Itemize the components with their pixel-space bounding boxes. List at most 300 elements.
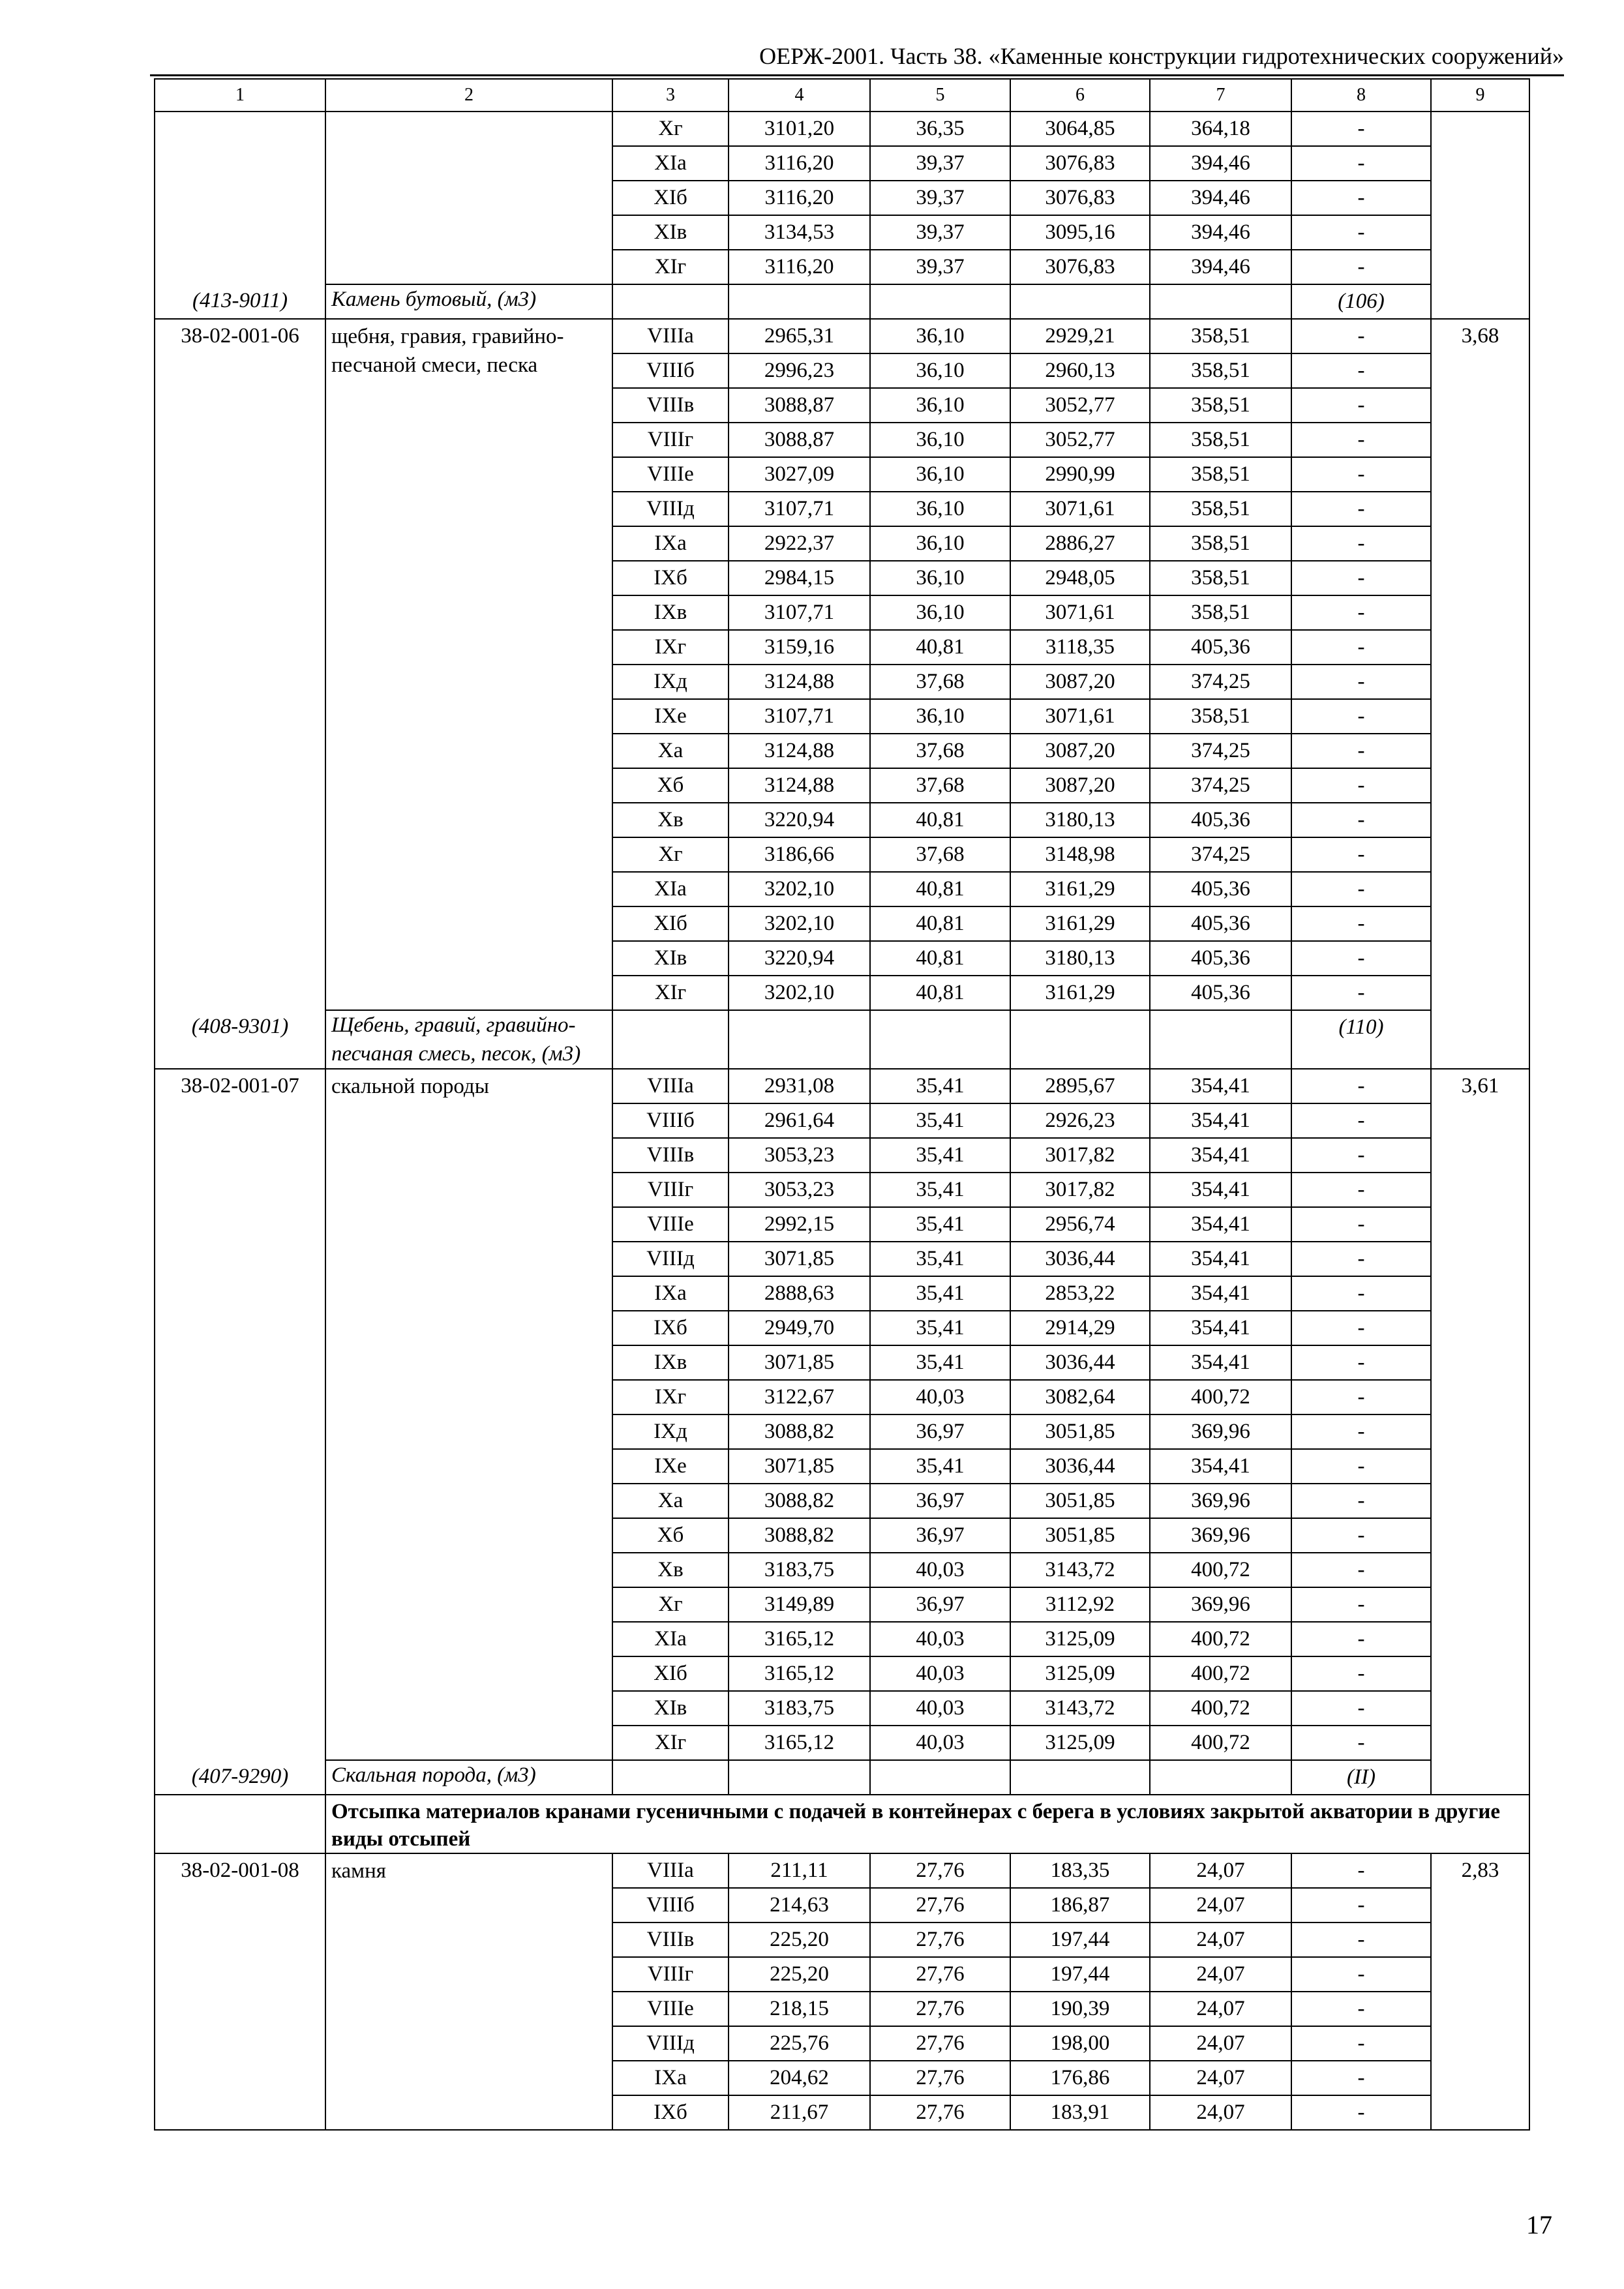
total-cost-cell: 3116,20 bbox=[729, 250, 870, 284]
zone-cell: VIIIе bbox=[612, 1992, 729, 2026]
materials-cell: - bbox=[1291, 1518, 1431, 1553]
materials-cell: - bbox=[1291, 561, 1431, 595]
table-row bbox=[155, 319, 1529, 353]
zone-cell: Xа bbox=[612, 1484, 729, 1518]
wages-cell: 40,03 bbox=[870, 1726, 1010, 1760]
empty-cell bbox=[1010, 284, 1150, 319]
empty-cell bbox=[1150, 1010, 1291, 1069]
materials-cell: - bbox=[1291, 526, 1431, 561]
zone-cell: VIIIа bbox=[612, 319, 729, 353]
machines-cell: 3071,61 bbox=[1010, 595, 1150, 630]
machines-cell: 3148,98 bbox=[1010, 837, 1150, 872]
materials-cell: - bbox=[1291, 2061, 1431, 2095]
machines-cell: 3125,09 bbox=[1010, 1726, 1150, 1760]
materials-cell: - bbox=[1291, 1345, 1431, 1380]
total-cost-cell: 3053,23 bbox=[729, 1173, 870, 1207]
materials-cell: - bbox=[1291, 1888, 1431, 1922]
machines-cell: 197,44 bbox=[1010, 1922, 1150, 1957]
rate-name-cell bbox=[325, 1069, 612, 1760]
driver-wages-cell: 374,25 bbox=[1150, 768, 1291, 803]
materials-cell: - bbox=[1291, 630, 1431, 665]
resource-code: (413-9011) bbox=[192, 289, 288, 312]
machines-cell: 3095,16 bbox=[1010, 215, 1150, 250]
driver-wages-cell: 24,07 bbox=[1150, 1957, 1291, 1992]
rate-name: скальной породы bbox=[331, 1075, 489, 1098]
machines-cell: 176,86 bbox=[1010, 2061, 1150, 2095]
wages-cell: 36,10 bbox=[870, 457, 1010, 492]
materials-cell: - bbox=[1291, 976, 1431, 1010]
empty-cell bbox=[870, 1760, 1010, 1795]
total-cost-cell: 3159,16 bbox=[729, 630, 870, 665]
total-cost-cell: 3186,66 bbox=[729, 837, 870, 872]
total-cost-cell: 211,67 bbox=[729, 2095, 870, 2130]
zone-cell: IXб bbox=[612, 1311, 729, 1345]
wages-cell: 40,81 bbox=[870, 630, 1010, 665]
wages-cell: 40,81 bbox=[870, 976, 1010, 1010]
wages-cell: 40,03 bbox=[870, 1691, 1010, 1726]
labor-cell: 3,61 bbox=[1431, 1069, 1529, 1795]
wages-cell: 40,03 bbox=[870, 1622, 1010, 1656]
wages-cell: 39,37 bbox=[870, 215, 1010, 250]
total-cost-cell: 3134,53 bbox=[729, 215, 870, 250]
wages-cell: 37,68 bbox=[870, 734, 1010, 768]
page-header bbox=[150, 38, 1564, 76]
total-cost-cell: 218,15 bbox=[729, 1992, 870, 2026]
driver-wages-cell: 369,96 bbox=[1150, 1587, 1291, 1622]
materials-cell: - bbox=[1291, 1103, 1431, 1138]
total-cost-cell: 2965,31 bbox=[729, 319, 870, 353]
driver-wages-cell: 369,96 bbox=[1150, 1518, 1291, 1553]
driver-wages-cell: 400,72 bbox=[1150, 1656, 1291, 1691]
wages-cell: 27,76 bbox=[870, 2026, 1010, 2061]
materials-cell: - bbox=[1291, 665, 1431, 699]
driver-wages-cell: 24,07 bbox=[1150, 2061, 1291, 2095]
driver-wages-cell: 24,07 bbox=[1150, 2095, 1291, 2130]
machines-cell: 2929,21 bbox=[1010, 319, 1150, 353]
materials-cell: - bbox=[1291, 492, 1431, 526]
driver-wages-cell: 405,36 bbox=[1150, 872, 1291, 906]
driver-wages-cell: 400,72 bbox=[1150, 1726, 1291, 1760]
total-cost-cell: 2984,15 bbox=[729, 561, 870, 595]
zone-cell: VIIIб bbox=[612, 1103, 729, 1138]
zone-cell: VIIIд bbox=[612, 1242, 729, 1276]
rate-code-cell bbox=[155, 112, 325, 319]
driver-wages-cell: 374,25 bbox=[1150, 837, 1291, 872]
zone-cell: VIIIа bbox=[612, 1069, 729, 1103]
driver-wages-cell: 400,72 bbox=[1150, 1553, 1291, 1587]
machines-cell: 2886,27 bbox=[1010, 526, 1150, 561]
driver-wages-cell: 394,46 bbox=[1150, 215, 1291, 250]
materials-cell: - bbox=[1291, 941, 1431, 976]
empty-cell bbox=[1010, 1760, 1150, 1795]
total-cost-cell: 2996,23 bbox=[729, 353, 870, 388]
wages-cell: 40,03 bbox=[870, 1380, 1010, 1414]
wages-cell: 40,03 bbox=[870, 1553, 1010, 1587]
machines-cell: 2948,05 bbox=[1010, 561, 1150, 595]
resource-footer-row bbox=[155, 1760, 1529, 1795]
column-header: 4 bbox=[729, 79, 870, 112]
materials-cell: - bbox=[1291, 872, 1431, 906]
machines-cell: 3180,13 bbox=[1010, 803, 1150, 837]
materials-cell: - bbox=[1291, 353, 1431, 388]
machines-cell: 3052,77 bbox=[1010, 388, 1150, 423]
materials-cell: - bbox=[1291, 1484, 1431, 1518]
driver-wages-cell: 354,41 bbox=[1150, 1173, 1291, 1207]
table-row bbox=[155, 1069, 1529, 1103]
machines-cell: 198,00 bbox=[1010, 2026, 1150, 2061]
total-cost-cell: 3053,23 bbox=[729, 1138, 870, 1173]
materials-cell: - bbox=[1291, 837, 1431, 872]
total-cost-cell: 2949,70 bbox=[729, 1311, 870, 1345]
materials-cell: - bbox=[1291, 1207, 1431, 1242]
resource-name: Скальная порода, (м3) bbox=[331, 1763, 536, 1787]
empty-cell bbox=[1010, 1010, 1150, 1069]
machines-cell: 3180,13 bbox=[1010, 941, 1150, 976]
driver-wages-cell: 400,72 bbox=[1150, 1622, 1291, 1656]
machines-cell: 2853,22 bbox=[1010, 1276, 1150, 1311]
materials-cell: - bbox=[1291, 1992, 1431, 2026]
zone-cell: VIIIв bbox=[612, 1922, 729, 1957]
labor-cell bbox=[1431, 112, 1529, 319]
column-header: 7 bbox=[1150, 79, 1291, 112]
materials-cell: - bbox=[1291, 699, 1431, 734]
column-number-row bbox=[155, 79, 1529, 112]
wages-cell: 36,10 bbox=[870, 319, 1010, 353]
wages-cell: 36,10 bbox=[870, 595, 1010, 630]
resource-footer-row bbox=[155, 284, 1529, 319]
machines-cell: 3071,61 bbox=[1010, 492, 1150, 526]
zone-cell: IXд bbox=[612, 1414, 729, 1449]
wages-cell: 40,81 bbox=[870, 872, 1010, 906]
total-cost-cell: 3183,75 bbox=[729, 1553, 870, 1587]
machines-cell: 2956,74 bbox=[1010, 1207, 1150, 1242]
machines-cell: 3017,82 bbox=[1010, 1173, 1150, 1207]
materials-cell: - bbox=[1291, 1853, 1431, 1888]
materials-cell: - bbox=[1291, 1553, 1431, 1587]
wages-cell: 40,81 bbox=[870, 941, 1010, 976]
total-cost-cell: 3088,82 bbox=[729, 1414, 870, 1449]
wages-cell: 27,76 bbox=[870, 1957, 1010, 1992]
machines-cell: 3064,85 bbox=[1010, 112, 1150, 146]
wages-cell: 37,68 bbox=[870, 768, 1010, 803]
zone-cell: XIг bbox=[612, 1726, 729, 1760]
wages-cell: 36,10 bbox=[870, 353, 1010, 388]
total-cost-cell: 2961,64 bbox=[729, 1103, 870, 1138]
materials-cell: - bbox=[1291, 250, 1431, 284]
materials-cell: - bbox=[1291, 1311, 1431, 1345]
zone-cell: VIIIг bbox=[612, 423, 729, 457]
machines-cell: 3051,85 bbox=[1010, 1518, 1150, 1553]
machines-cell: 2914,29 bbox=[1010, 1311, 1150, 1345]
zone-cell: XIг bbox=[612, 250, 729, 284]
column-header: 9 bbox=[1431, 79, 1529, 112]
driver-wages-cell: 358,51 bbox=[1150, 492, 1291, 526]
zone-cell: Xв bbox=[612, 803, 729, 837]
materials-cell: - bbox=[1291, 2026, 1431, 2061]
wages-cell: 40,03 bbox=[870, 1656, 1010, 1691]
wages-cell: 36,97 bbox=[870, 1587, 1010, 1622]
wages-cell: 40,81 bbox=[870, 906, 1010, 941]
wages-cell: 36,10 bbox=[870, 561, 1010, 595]
zone-cell: Xв bbox=[612, 1553, 729, 1587]
zone-cell: IXе bbox=[612, 1449, 729, 1484]
wages-cell: 27,76 bbox=[870, 1853, 1010, 1888]
total-cost-cell: 3071,85 bbox=[729, 1449, 870, 1484]
total-cost-cell: 3116,20 bbox=[729, 146, 870, 181]
rate-code-cell bbox=[155, 319, 325, 1069]
empty-cell bbox=[729, 1760, 870, 1795]
resource-code: (408-9301) bbox=[191, 1015, 289, 1038]
zone-cell: IXг bbox=[612, 1380, 729, 1414]
driver-wages-cell: 354,41 bbox=[1150, 1103, 1291, 1138]
wages-cell: 40,81 bbox=[870, 803, 1010, 837]
machines-cell: 3125,09 bbox=[1010, 1622, 1150, 1656]
zone-cell: Xг bbox=[612, 1587, 729, 1622]
total-cost-cell: 3183,75 bbox=[729, 1691, 870, 1726]
resource-quantity-cell: (106) bbox=[1291, 284, 1431, 319]
materials-cell: - bbox=[1291, 181, 1431, 215]
wages-cell: 35,41 bbox=[870, 1311, 1010, 1345]
machines-cell: 197,44 bbox=[1010, 1957, 1150, 1992]
total-cost-cell: 211,11 bbox=[729, 1853, 870, 1888]
zone-cell: XIб bbox=[612, 1656, 729, 1691]
zone-cell: IXв bbox=[612, 595, 729, 630]
table-row bbox=[155, 1853, 1529, 1888]
resource-name-cell bbox=[325, 1010, 612, 1069]
wages-cell: 36,10 bbox=[870, 423, 1010, 457]
materials-cell: - bbox=[1291, 595, 1431, 630]
resource-name-cell bbox=[325, 1760, 612, 1795]
zone-cell: VIIIб bbox=[612, 1888, 729, 1922]
total-cost-cell: 3165,12 bbox=[729, 1656, 870, 1691]
wages-cell: 27,76 bbox=[870, 1922, 1010, 1957]
machines-cell: 3036,44 bbox=[1010, 1242, 1150, 1276]
machines-cell: 3161,29 bbox=[1010, 906, 1150, 941]
materials-cell: - bbox=[1291, 457, 1431, 492]
total-cost-cell: 3202,10 bbox=[729, 872, 870, 906]
driver-wages-cell: 358,51 bbox=[1150, 388, 1291, 423]
driver-wages-cell: 405,36 bbox=[1150, 630, 1291, 665]
wages-cell: 35,41 bbox=[870, 1103, 1010, 1138]
zone-cell: VIIIг bbox=[612, 1173, 729, 1207]
materials-cell: - bbox=[1291, 734, 1431, 768]
rate-code: 38-02-001-06 bbox=[181, 324, 299, 348]
total-cost-cell: 3088,87 bbox=[729, 388, 870, 423]
driver-wages-cell: 394,46 bbox=[1150, 181, 1291, 215]
materials-cell: - bbox=[1291, 1449, 1431, 1484]
driver-wages-cell: 354,41 bbox=[1150, 1311, 1291, 1345]
materials-cell: - bbox=[1291, 1242, 1431, 1276]
wages-cell: 27,76 bbox=[870, 1888, 1010, 1922]
zone-cell: XIб bbox=[612, 181, 729, 215]
driver-wages-cell: 400,72 bbox=[1150, 1380, 1291, 1414]
driver-wages-cell: 354,41 bbox=[1150, 1242, 1291, 1276]
machines-cell: 3071,61 bbox=[1010, 699, 1150, 734]
empty-cell bbox=[729, 284, 870, 319]
total-cost-cell: 3088,82 bbox=[729, 1518, 870, 1553]
zone-cell: IXв bbox=[612, 1345, 729, 1380]
wages-cell: 37,68 bbox=[870, 837, 1010, 872]
column-header: 1 bbox=[155, 79, 325, 112]
zone-cell: XIв bbox=[612, 941, 729, 976]
total-cost-cell: 3027,09 bbox=[729, 457, 870, 492]
total-cost-cell: 225,20 bbox=[729, 1957, 870, 1992]
machines-cell: 2926,23 bbox=[1010, 1103, 1150, 1138]
materials-cell: - bbox=[1291, 1138, 1431, 1173]
driver-wages-cell: 374,25 bbox=[1150, 734, 1291, 768]
machines-cell: 3036,44 bbox=[1010, 1345, 1150, 1380]
rate-code-cell bbox=[155, 1853, 325, 2130]
empty-cell bbox=[1150, 1760, 1291, 1795]
total-cost-cell: 3149,89 bbox=[729, 1587, 870, 1622]
wages-cell: 37,68 bbox=[870, 665, 1010, 699]
machines-cell: 2895,67 bbox=[1010, 1069, 1150, 1103]
machines-cell: 186,87 bbox=[1010, 1888, 1150, 1922]
total-cost-cell: 3122,67 bbox=[729, 1380, 870, 1414]
wages-cell: 35,41 bbox=[870, 1069, 1010, 1103]
machines-cell: 3082,64 bbox=[1010, 1380, 1150, 1414]
materials-cell: - bbox=[1291, 1656, 1431, 1691]
column-header: 6 bbox=[1010, 79, 1150, 112]
materials-cell: - bbox=[1291, 1173, 1431, 1207]
zone-cell: VIIIг bbox=[612, 1957, 729, 1992]
materials-cell: - bbox=[1291, 319, 1431, 353]
resource-quantity-cell: (110) bbox=[1291, 1010, 1431, 1069]
materials-cell: - bbox=[1291, 1380, 1431, 1414]
zone-cell: Xб bbox=[612, 768, 729, 803]
zone-cell: VIIIе bbox=[612, 457, 729, 492]
rate-name-cell bbox=[325, 1853, 612, 2130]
column-header: 8 bbox=[1291, 79, 1431, 112]
total-cost-cell: 225,20 bbox=[729, 1922, 870, 1957]
wages-cell: 27,76 bbox=[870, 1992, 1010, 2026]
wages-cell: 36,10 bbox=[870, 699, 1010, 734]
materials-cell: - bbox=[1291, 1622, 1431, 1656]
zone-cell: XIа bbox=[612, 1622, 729, 1656]
empty-cell bbox=[612, 1760, 729, 1795]
empty-cell bbox=[729, 1010, 870, 1069]
driver-wages-cell: 24,07 bbox=[1150, 1888, 1291, 1922]
empty-cell bbox=[870, 1010, 1010, 1069]
machines-cell: 3118,35 bbox=[1010, 630, 1150, 665]
materials-cell: - bbox=[1291, 1276, 1431, 1311]
driver-wages-cell: 24,07 bbox=[1150, 1992, 1291, 2026]
table-row bbox=[155, 112, 1529, 146]
driver-wages-cell: 405,36 bbox=[1150, 803, 1291, 837]
zone-cell: IXб bbox=[612, 2095, 729, 2130]
wages-cell: 35,41 bbox=[870, 1242, 1010, 1276]
machines-cell: 183,91 bbox=[1010, 2095, 1150, 2130]
zone-cell: IXд bbox=[612, 665, 729, 699]
materials-cell: - bbox=[1291, 388, 1431, 423]
driver-wages-cell: 369,96 bbox=[1150, 1484, 1291, 1518]
total-cost-cell: 3107,71 bbox=[729, 595, 870, 630]
driver-wages-cell: 400,72 bbox=[1150, 1691, 1291, 1726]
machines-cell: 3143,72 bbox=[1010, 1553, 1150, 1587]
zone-cell: IXг bbox=[612, 630, 729, 665]
wages-cell: 39,37 bbox=[870, 181, 1010, 215]
zone-cell: XIа bbox=[612, 146, 729, 181]
total-cost-cell: 3165,12 bbox=[729, 1622, 870, 1656]
materials-cell: - bbox=[1291, 906, 1431, 941]
zone-cell: VIIIа bbox=[612, 1853, 729, 1888]
driver-wages-cell: 358,51 bbox=[1150, 457, 1291, 492]
materials-cell: - bbox=[1291, 1069, 1431, 1103]
materials-cell: - bbox=[1291, 215, 1431, 250]
rate-code: 38-02-001-08 bbox=[181, 1859, 299, 1882]
zone-cell: VIIIд bbox=[612, 2026, 729, 2061]
total-cost-cell: 3107,71 bbox=[729, 492, 870, 526]
zone-cell: IXа bbox=[612, 2061, 729, 2095]
wages-cell: 39,37 bbox=[870, 146, 1010, 181]
total-cost-cell: 225,76 bbox=[729, 2026, 870, 2061]
zone-cell: XIб bbox=[612, 906, 729, 941]
total-cost-cell: 3116,20 bbox=[729, 181, 870, 215]
machines-cell: 3112,92 bbox=[1010, 1587, 1150, 1622]
rate-code: 38-02-001-07 bbox=[181, 1074, 299, 1098]
machines-cell: 3051,85 bbox=[1010, 1414, 1150, 1449]
zone-cell: VIIIе bbox=[612, 1207, 729, 1242]
driver-wages-cell: 358,51 bbox=[1150, 319, 1291, 353]
wages-cell: 36,97 bbox=[870, 1484, 1010, 1518]
total-cost-cell: 3107,71 bbox=[729, 699, 870, 734]
section-title: Отсыпка материалов кранами гусеничными с подачей в контейнерах с берега в условиях закрытой акватории в другие виды отсыпей bbox=[325, 1795, 1529, 1853]
machines-cell: 3087,20 bbox=[1010, 734, 1150, 768]
rates-table-container bbox=[154, 78, 1529, 2131]
resource-name-cell bbox=[325, 284, 612, 319]
wages-cell: 36,10 bbox=[870, 526, 1010, 561]
rate-code-cell bbox=[155, 1069, 325, 1795]
empty-cell bbox=[1150, 284, 1291, 319]
wages-cell: 39,37 bbox=[870, 250, 1010, 284]
wages-cell: 35,41 bbox=[870, 1173, 1010, 1207]
resource-code: (407-9290) bbox=[191, 1765, 289, 1788]
column-header: 3 bbox=[612, 79, 729, 112]
total-cost-cell: 214,63 bbox=[729, 1888, 870, 1922]
total-cost-cell: 3220,94 bbox=[729, 803, 870, 837]
resource-quantity-cell: (II) bbox=[1291, 1760, 1431, 1795]
driver-wages-cell: 405,36 bbox=[1150, 976, 1291, 1010]
wages-cell: 35,41 bbox=[870, 1138, 1010, 1173]
rate-name: щебня, гравия, гравийно-песчаной смеси, песка bbox=[331, 325, 564, 377]
driver-wages-cell: 374,25 bbox=[1150, 665, 1291, 699]
rate-name: камня bbox=[331, 1859, 386, 1883]
total-cost-cell: 3101,20 bbox=[729, 112, 870, 146]
driver-wages-cell: 24,07 bbox=[1150, 2026, 1291, 2061]
zone-cell: VIIIд bbox=[612, 492, 729, 526]
materials-cell: - bbox=[1291, 768, 1431, 803]
materials-cell: - bbox=[1291, 1922, 1431, 1957]
zone-cell: XIв bbox=[612, 215, 729, 250]
driver-wages-cell: 354,41 bbox=[1150, 1138, 1291, 1173]
total-cost-cell: 3071,85 bbox=[729, 1242, 870, 1276]
zone-cell: XIв bbox=[612, 1691, 729, 1726]
zone-cell: XIг bbox=[612, 976, 729, 1010]
wages-cell: 36,10 bbox=[870, 492, 1010, 526]
rates-table bbox=[154, 78, 1530, 2131]
materials-cell: - bbox=[1291, 423, 1431, 457]
machines-cell: 2960,13 bbox=[1010, 353, 1150, 388]
labor-cell: 3,68 bbox=[1431, 319, 1529, 1069]
driver-wages-cell: 369,96 bbox=[1150, 1414, 1291, 1449]
machines-cell: 2990,99 bbox=[1010, 457, 1150, 492]
rates-table-body bbox=[155, 79, 1529, 2130]
driver-wages-cell: 394,46 bbox=[1150, 250, 1291, 284]
driver-wages-cell: 24,07 bbox=[1150, 1922, 1291, 1957]
empty-cell bbox=[155, 1795, 325, 1853]
wages-cell: 36,35 bbox=[870, 112, 1010, 146]
machines-cell: 3052,77 bbox=[1010, 423, 1150, 457]
